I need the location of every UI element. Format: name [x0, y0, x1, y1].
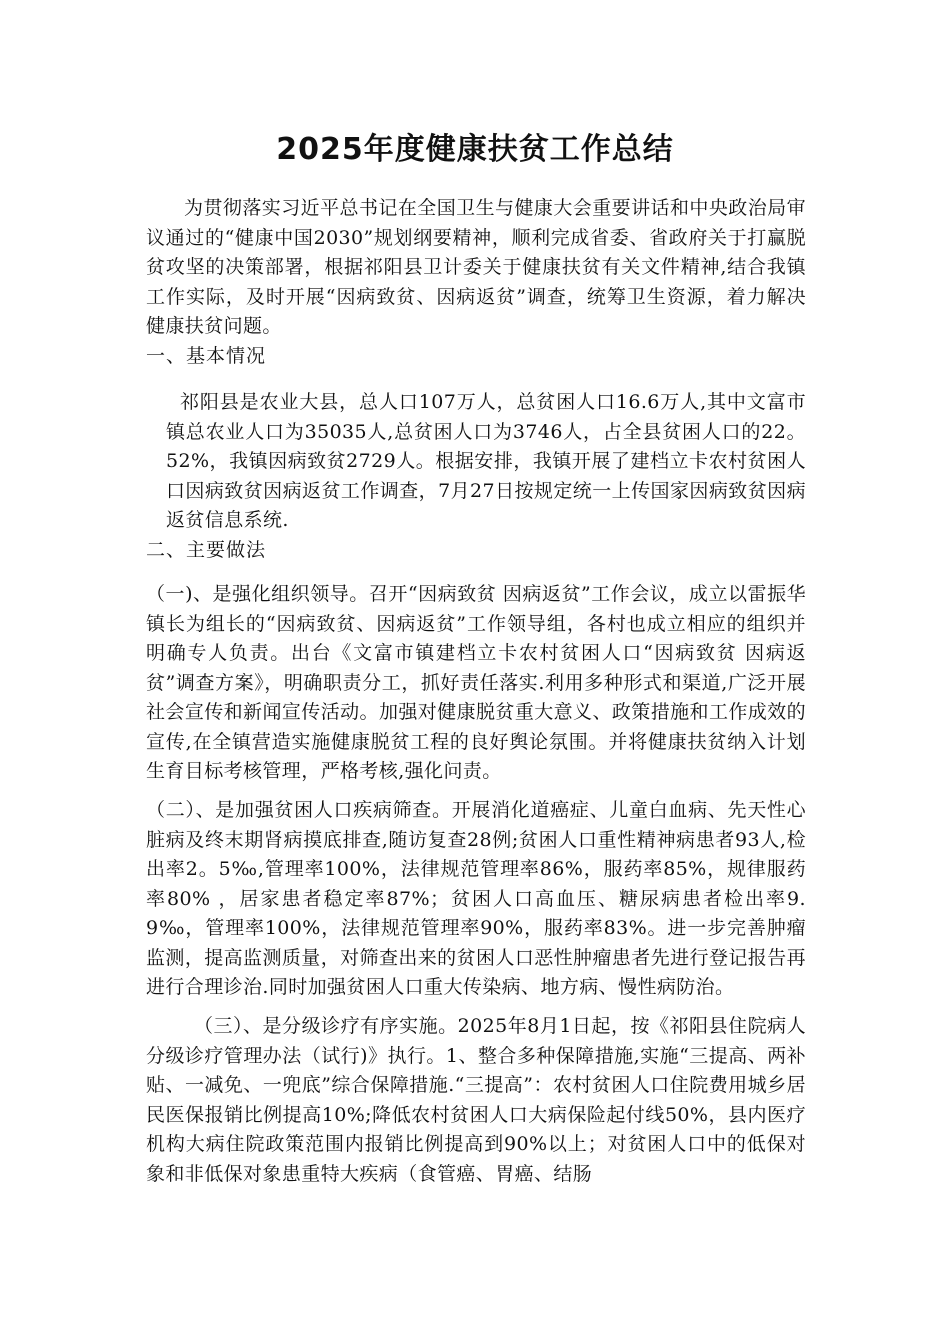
basic-situation-paragraph: 祁阳县是农业大县，总人口107万人，总贫困人口16.6万人,其中文富市镇总农业人口为35035人,总贫困人口为3746人，占全县贫困人口的22。52%，我镇因病致贫2729人。根据安排，我镇开展了建档立卡农村贫困人口因病致贫因病返贫工作调查，7月27日按规定统一上传国家因病致贫因病返贫信息系统. [166, 391, 806, 531]
intro-paragraph: 为贯彻落实习近平总书记在全国卫生与健康大会重要讲话和中央政治局审议通过的“健康中国2030”规划纲要精神，顺利完成省委、省政府关于打赢脱贫攻坚的决策部署，根据祁阳县卫计委关于健康扶贫有关文件精神,结合我镇工作实际，及时开展“因病致贫、因病返贫”调查，统筹卫生资源，着力解决健康扶贫问题。 [146, 197, 806, 337]
practice-item-1: （一)、是强化组织领导。召开“因病致贫 因病返贫”工作会议，成立以雷振华镇长为组长的“因病致贫、因病返贫”工作领导组，各村也成立相应的组织并明确专人负责。出台《文富市镇建档立卡农村贫困人口“因病致贫 因病返贫”调查方案》，明确职责分工，抓好责任落实.利用多种形式和渠道,广泛开展社会宣传和新闻宣传活动。加强对健康脱贫重大意义、政策措施和工作成效的宣传,在全镇营造实施健康脱贫工程的良好舆论氛围。并将健康扶贫纳入计划生育目标考核管理，严格考核,强化问责。 [146, 583, 806, 782]
section-heading-basic-situation: 一、基本情况 [146, 345, 267, 367]
section-heading-main-practices: 二、主要做法 [146, 539, 267, 561]
practice-item-3: （三）、是分级诊疗有序实施。2025年8月1日起，按《祁阳县住院病人分级诊疗管理办法（试行)》执行。1、整合多种保障措施,实施“三提高、两补贴、一减免、一兜底”综合保障措施.“三提高”：农村贫困人口住院费用城乡居民医保报销比例提高10%;降低农村贫困人口大病保险起付线50%，县内医疗机构大病住院政策范围内报销比例提高到90%以上；对贫困人口中的低保对象和非低保对象患重特大疾病（食管癌、胃癌、结肠 [146, 1015, 806, 1185]
practice-item-2: （二）、是加强贫困人口疾病筛查。开展消化道癌症、儿童白血病、先天性心脏病及终末期肾病摸底排查,随访复查28例;贫困人口重性精神病患者93人,检出率2。5‰,管理率100%，法律规范管理率86%，服药率85%，规律服药率80% ，居家患者稳定率87%；贫困人口高血压、糖尿病患者检出率9.9‰，管理率100%，法律规范管理率90%，服药率83%。进一步完善肿瘤监测，提高监测质量，对筛查出来的贫困人口恶性肿瘤患者先进行登记报告再进行合理诊治.同时加强贫困人口重大传染病、地方病、慢性病防治。 [146, 799, 806, 998]
document-title: 2025年度健康扶贫工作总结 [276, 132, 674, 167]
